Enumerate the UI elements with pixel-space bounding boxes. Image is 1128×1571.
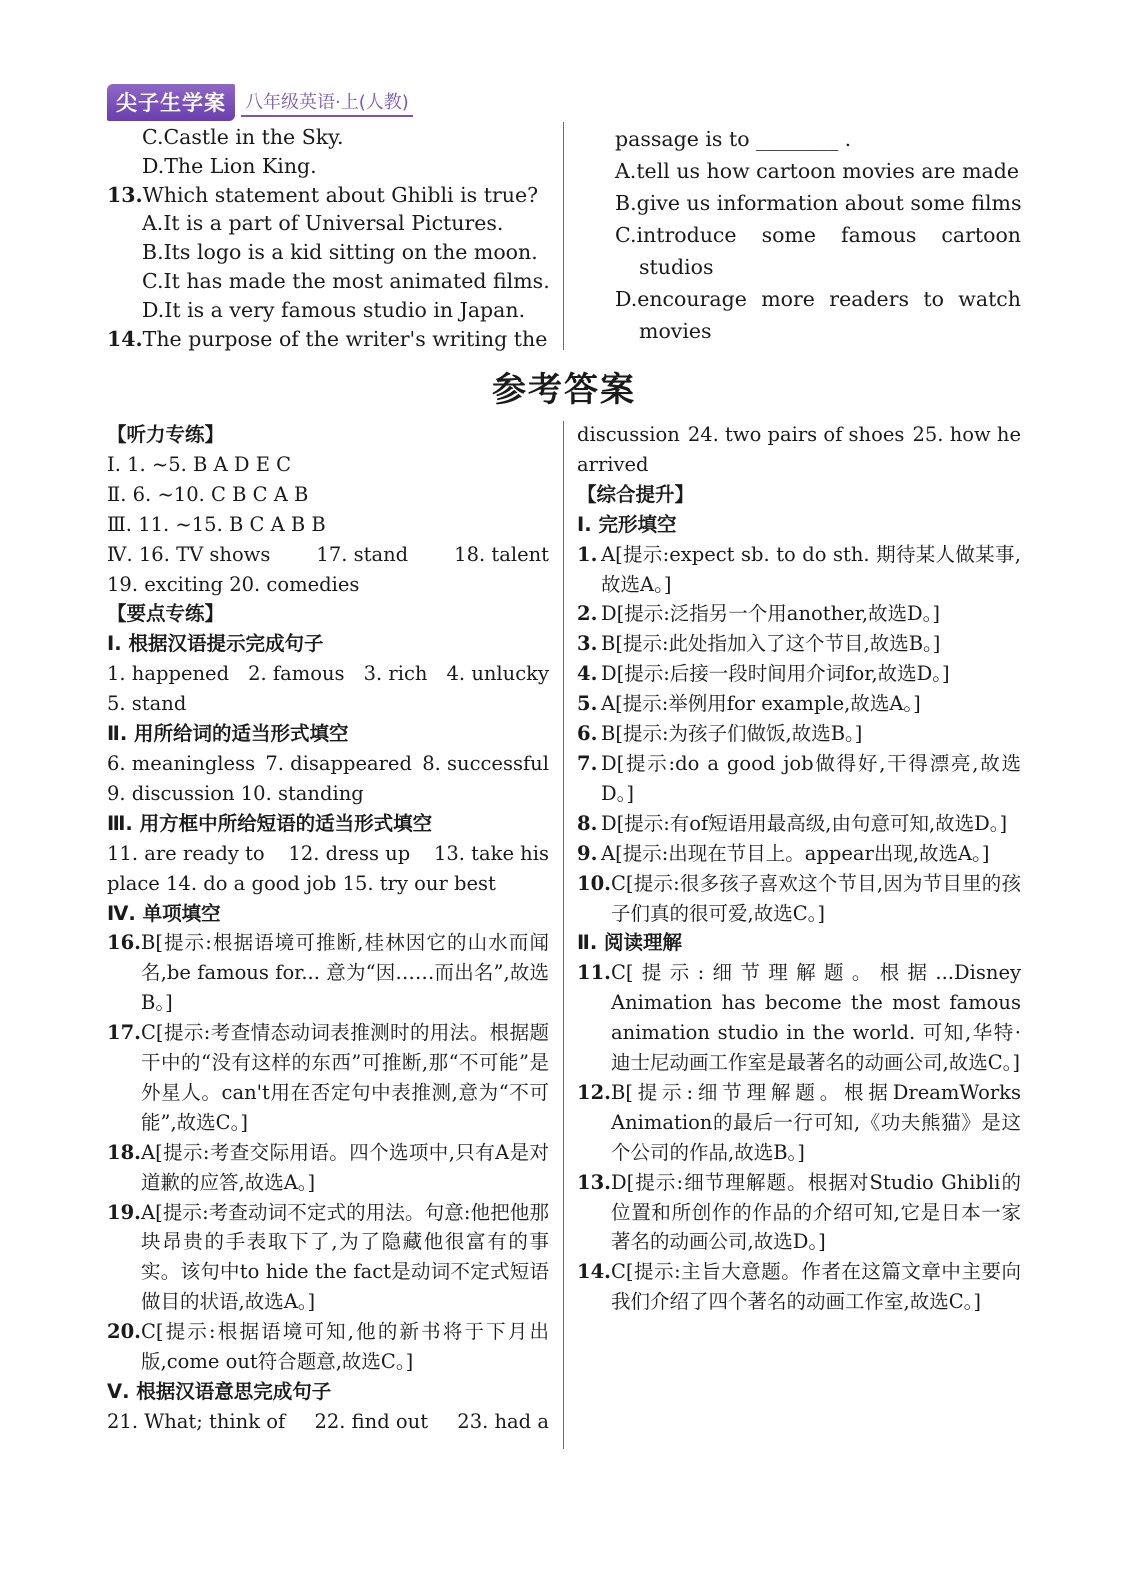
item-text: A[提示:expect sb. to do sth. 期待某人做某事,故选A。] xyxy=(601,542,1021,596)
cloze-item-9 xyxy=(577,839,1021,869)
answer-25: 25. how he xyxy=(912,423,1021,446)
listening-part-4 xyxy=(107,540,549,570)
item-text: C[提示:根据语境可知,他的新书将于下月出版,come out符合题意,故选C。] xyxy=(141,1320,549,1374)
q14-option-d-continued: movies xyxy=(639,319,712,343)
item-number: 14. xyxy=(577,1260,611,1284)
answer-23-continued: discussion xyxy=(577,423,680,446)
q14-number: 14. xyxy=(107,326,143,351)
reading-item-12 xyxy=(577,1078,1021,1168)
answer-3: 3. rich xyxy=(363,662,428,686)
item-text: A[提示:举例用for example,故选A。] xyxy=(601,692,921,716)
listening-part-3: Ⅲ. 11. ~15. B C A B B xyxy=(107,512,326,536)
answer-item-18 xyxy=(107,1138,549,1198)
answer-18: 18. talent xyxy=(454,542,549,566)
item-text: B[提示:为孩子们做饭,故选B。] xyxy=(601,722,863,746)
item-text: B[提示:细节理解题。根据DreamWorks Animation的最后一行可知,《功夫熊猫》是这个公司的作品,故选B。] xyxy=(611,1080,1021,1164)
answer-7: 7. disappeared xyxy=(265,751,412,775)
q13-option-b: B.Its logo is a kid sitting on the moon. xyxy=(142,240,538,265)
item-text: C[提示:很多孩子喜欢这个节目,因为节目里的孩子们真的很可爱,故选C。] xyxy=(611,871,1021,925)
q14-option-d: D.encourage more readers to watch xyxy=(615,287,1021,311)
section-5-answers xyxy=(107,1407,549,1437)
reading-item-14 xyxy=(577,1257,1021,1317)
answer-8: 8. successful xyxy=(422,751,549,775)
section-4-title: Ⅳ. 单项填空 xyxy=(107,901,221,925)
item-text: A[提示:考查交际用语。四个选项中,只有A是对道歉的应答,故选A。] xyxy=(141,1140,549,1194)
item-text: D[提示:后接一段时间用介词for,故选D。] xyxy=(601,662,950,686)
brand-logo: 尖子生学案 xyxy=(107,84,235,121)
q13-stem xyxy=(107,181,552,210)
item-number: 13. xyxy=(577,1170,611,1194)
item-text: B[提示:此处指加入了这个节目,故选B。] xyxy=(601,632,941,656)
key-points-heading: 【要点专练】 xyxy=(107,602,225,626)
answer-24: 24. two pairs of shoes xyxy=(687,423,905,446)
answer-21: 21. What; think of xyxy=(107,1409,286,1433)
item-number: 20. xyxy=(107,1320,141,1344)
item-number: 16. xyxy=(107,931,141,955)
q14-option-c: C.introduce some famous cartoon xyxy=(615,223,1021,247)
section-1-answers-continued: 5. stand xyxy=(107,692,187,716)
item-number: 6. xyxy=(577,722,598,746)
q14-option-a: A.tell us how cartoon movies are made xyxy=(615,159,1019,183)
answer-22: 22. find out xyxy=(314,1409,429,1433)
section-2-title: Ⅱ. 用所给词的适当形式填空 xyxy=(107,722,349,746)
cloze-item-7 xyxy=(577,749,1021,809)
answer-item-20 xyxy=(107,1317,549,1377)
cloze-item-10 xyxy=(577,869,1021,929)
reading-item-11 xyxy=(577,958,1021,1078)
answer-item-16 xyxy=(107,928,549,1018)
q13-number: 13. xyxy=(107,182,143,207)
answer-25-continued: arrived xyxy=(577,452,649,476)
item-text: A[提示:考查动词不定式的用法。句意:他把他那块昂贵的手表取下了,为了隐藏他很富有的事实。该句中to hide the fact是动词不定式短语做目的状语,故选A。] xyxy=(141,1200,549,1314)
listening-part-4-continued: 19. exciting 20. comedies xyxy=(107,572,360,596)
answer-6: 6. meaningless xyxy=(107,751,256,775)
section-5-title: Ⅴ. 根据汉语意思完成句子 xyxy=(107,1380,332,1403)
answer-item-19 xyxy=(107,1198,549,1318)
q12-option-d: D.The Lion King. xyxy=(142,153,317,178)
comprehensive-heading: 【综合提升】 xyxy=(577,482,695,506)
item-text: D[提示:细节理解题。根据对Studio Ghibli的位置和所创作的作品的介绍可知,它是日本一家著名的动画公司,故选D。] xyxy=(611,1170,1021,1254)
column-divider-top xyxy=(563,122,564,350)
book-subtitle: 八年级英语·上(人教) xyxy=(241,88,413,117)
column-divider-bottom xyxy=(563,421,564,1449)
q14-option-b: B.give us information about some films xyxy=(615,191,1022,215)
answer-23: 23. had a xyxy=(457,1409,549,1433)
item-text: C[提示:考查情态动词表推测时的用法。根据题干中的“没有这样的东西”可推断,那“不可能”是外星人。can't用在否定句中表推测,意为“不可能”,故选C。] xyxy=(141,1021,549,1134)
q14-stem xyxy=(107,325,552,354)
answer-12: 12. dress up xyxy=(288,841,411,865)
listening-part-1: Ⅰ. 1. ~5. B A D E C xyxy=(107,452,292,476)
q13-option-d: D.It is a very famous studio in Japan. xyxy=(142,297,526,322)
answer-17: 17. stand xyxy=(316,542,409,566)
q13-option-a: A.It is a part of Universal Pictures. xyxy=(142,211,504,236)
item-number: 5. xyxy=(577,692,598,716)
item-text: C[提示:主旨大意题。作者在这篇文章中主要向我们介绍了四个著名的动画工作室,故选C。] xyxy=(611,1260,1021,1314)
section-2-answers-continued: 9. discussion 10. standing xyxy=(107,781,364,805)
item-text: C[提示:细节理解题。根据...Disney Animation has become the most famous animation studio in the world. 可知,华特·迪士尼动画工作室是最著名的动画公司,故选C。] xyxy=(611,961,1021,1075)
section-3-answers xyxy=(107,839,549,869)
item-number: 1. xyxy=(577,542,598,566)
item-number: 8. xyxy=(577,811,598,835)
item-number: 9. xyxy=(577,841,598,865)
answer-16: Ⅳ. 16. TV shows xyxy=(107,542,271,566)
questions-left-column xyxy=(107,123,552,353)
q12-option-c: C.Castle in the Sky. xyxy=(142,125,344,149)
answer-1: 1. happened xyxy=(107,662,230,686)
item-text: D[提示:泛指另一个用another,故选D。] xyxy=(601,602,941,626)
section-1-title: Ⅰ. 根据汉语提示完成句子 xyxy=(107,632,324,656)
answer-item-17 xyxy=(107,1018,549,1138)
section-5-answers-continued xyxy=(577,420,1021,450)
q13-stem-text: Which statement about Ghibli is true? xyxy=(142,182,539,207)
item-number: 19. xyxy=(107,1200,141,1224)
section-3-answers-continued: place 14. do a good job 15. try our best xyxy=(107,871,496,895)
page-header xyxy=(107,84,413,121)
item-number: 7. xyxy=(577,751,598,775)
cloze-item-1 xyxy=(577,540,1021,600)
q13-option-c: C.It has made the most animated films. xyxy=(142,268,550,293)
item-number: 10. xyxy=(577,871,611,895)
answer-2: 2. famous xyxy=(248,662,345,686)
cloze-item-2 xyxy=(577,599,1021,629)
item-number: 2. xyxy=(577,602,598,626)
answers-right-column xyxy=(577,420,1021,1317)
cloze-item-4 xyxy=(577,659,1021,689)
cloze-item-8 xyxy=(577,809,1021,839)
q14-stem-text: The purpose of the writer's writing the xyxy=(142,326,548,351)
section-2-answers xyxy=(107,749,549,779)
cloze-title: Ⅰ. 完形填空 xyxy=(577,512,677,536)
answers-left-column xyxy=(107,420,549,1437)
reading-title: Ⅱ. 阅读理解 xyxy=(577,931,683,955)
item-number: 3. xyxy=(577,632,598,656)
listening-heading: 【听力专练】 xyxy=(107,423,225,446)
item-number: 17. xyxy=(107,1021,141,1045)
item-number: 11. xyxy=(577,961,611,985)
answers-title: 参考答案 xyxy=(492,370,636,410)
section-1-answers xyxy=(107,659,549,689)
listening-part-2: Ⅱ. 6. ~10. C B C A B xyxy=(107,482,309,506)
item-number: 12. xyxy=(577,1080,611,1104)
questions-right-column xyxy=(615,123,1021,347)
reading-item-13 xyxy=(577,1168,1021,1258)
item-number: 18. xyxy=(107,1140,141,1164)
answer-13: 13. take his xyxy=(433,841,549,865)
answer-11: 11. are ready to xyxy=(107,841,265,865)
item-text: D[提示:do a good job做得好,干得漂亮,故选D。] xyxy=(601,751,1021,805)
cloze-item-3 xyxy=(577,629,1021,659)
section-3-title: Ⅲ. 用方框中所给短语的适当形式填空 xyxy=(107,811,433,835)
q14-option-c-continued: studios xyxy=(639,255,714,279)
item-number: 4. xyxy=(577,662,598,686)
item-text: B[提示:根据语境可推断,桂林因它的山水而闻名,be famous for... 意为“因……而出名”,故选B。] xyxy=(141,931,549,1015)
q14-stem-continued: passage is to ________ . xyxy=(615,127,852,151)
answer-4: 4. unlucky xyxy=(446,662,549,686)
cloze-item-6 xyxy=(577,719,1021,749)
item-text: D[提示:有of短语用最高级,由句意可知,故选D。] xyxy=(601,811,1008,835)
cloze-item-5 xyxy=(577,689,1021,719)
item-text: A[提示:出现在节目上。appear出现,故选A。] xyxy=(601,841,990,865)
